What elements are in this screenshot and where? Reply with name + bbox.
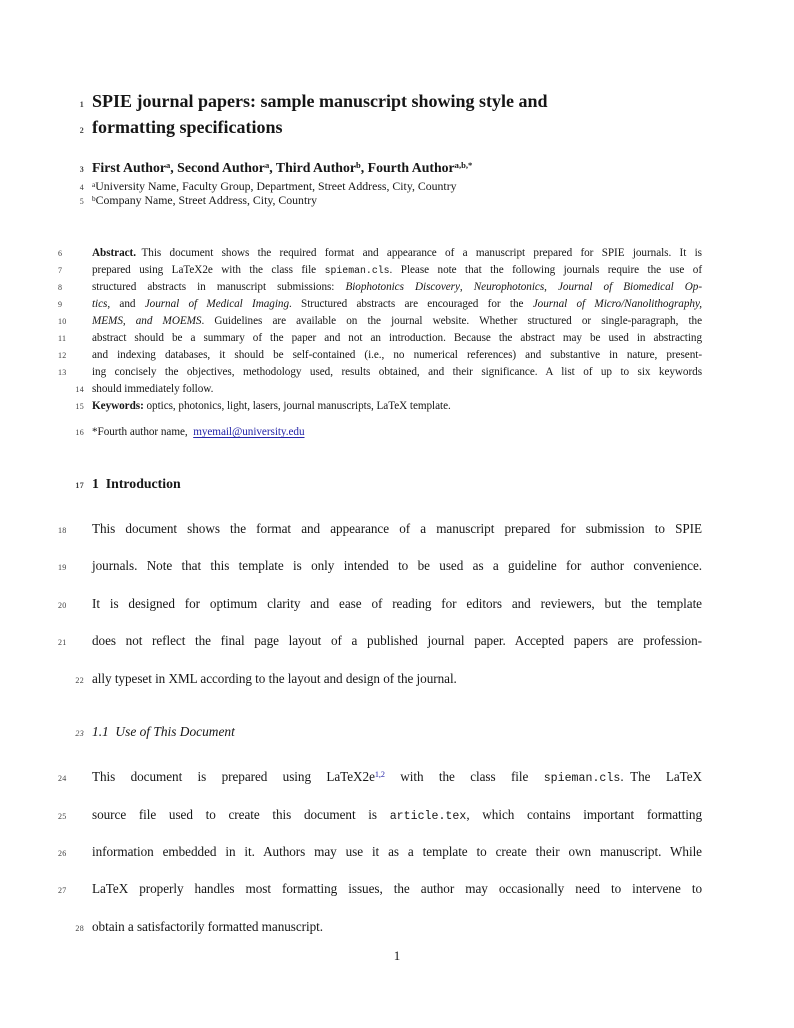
line-number: 22 bbox=[75, 676, 84, 685]
line-number: 14 bbox=[75, 385, 84, 394]
body-line: 26 information embedded in it. Authors may use it as a template to create their own manuscript. While bbox=[58, 844, 702, 859]
line-number: 15 bbox=[75, 402, 84, 411]
line-number: 6 bbox=[58, 249, 63, 258]
line-number: 16 bbox=[75, 428, 84, 437]
line-number: 2 bbox=[79, 126, 84, 135]
line-number: 27 bbox=[58, 886, 67, 895]
line-number: 4 bbox=[79, 183, 84, 192]
line-number: 8 bbox=[58, 283, 63, 292]
body-line: 27 LaTeX properly handles most formatting issues, the author may occasionally need to intervene to bbox=[58, 881, 702, 896]
abstract-line: 14 should immediately follow. bbox=[58, 383, 702, 396]
email-link[interactable]: myemail@university.edu bbox=[193, 426, 305, 438]
line-number: 1 bbox=[79, 100, 84, 109]
body-line: 28 obtain a satisfactorily formatted manuscript. bbox=[58, 919, 702, 934]
abstract-line: 7 prepared using LaTeX2e with the class file spieman.cls. Please note that the following journals require the use of bbox=[58, 264, 702, 276]
affiliation-line: 5 $^b$Company Name, Street Address, City, Country bbox=[58, 194, 702, 208]
body-line: 24 This document is prepared using LaTeX2e$^{1,2}$ with the class file spieman.cls. The LaTeX bbox=[58, 769, 702, 785]
line-number: 26 bbox=[58, 849, 67, 858]
line-number: 25 bbox=[58, 812, 67, 821]
citation-superscript[interactable]: 1,2 bbox=[374, 770, 385, 780]
line-number: 11 bbox=[58, 334, 67, 343]
line-number: 12 bbox=[58, 351, 67, 360]
abstract-line: 8 structured abstracts in manuscript submissions: Biophotonics Discovery, Neurophotonics, Journal of Biomedical Op- bbox=[58, 281, 703, 293]
line-number: 24 bbox=[58, 774, 67, 783]
line-number: 10 bbox=[58, 317, 67, 326]
authors-line: 3 First Author$^a$, Second Author$^a$, Third Author$^b$, Fourth Author$^{a,b,*}$ bbox=[58, 160, 702, 176]
abstract-line: 12 and indexing databases, it should be self-contained (i.e., no numerical references) and substantive in nature, present- bbox=[58, 349, 702, 361]
line-number: 13 bbox=[58, 368, 67, 377]
abstract-line: 11 abstract should be a summary of the paper and not an introduction. Because the abstract may be used in abstracting bbox=[58, 332, 702, 344]
line-number: 7 bbox=[58, 266, 63, 275]
body-line: 22 ally typeset in XML according to the layout and design of the journal. bbox=[58, 671, 702, 686]
body-line: 21 does not reflect the final page layout of a published journal paper. Accepted papers are profession- bbox=[58, 633, 702, 648]
line-number: 19 bbox=[58, 563, 67, 572]
abstract-line: 10 MEMS, and MOEMS. Guidelines are available on the journal website. Whether structured or single-paragraph, the bbox=[58, 315, 702, 327]
section-heading: 17 1 Introduction bbox=[58, 476, 702, 492]
abstract-line: 9 tics, and Journal of Medical Imaging. Structured abstracts are encouraged for the Journal of Micro/Nanolithography, bbox=[58, 298, 702, 310]
line-number: 3 bbox=[79, 165, 84, 174]
line-number: 9 bbox=[58, 300, 63, 309]
line-number: 18 bbox=[58, 526, 67, 535]
line-number: 5 bbox=[79, 197, 84, 206]
body-line: 20 It is designed for optimum clarity and ease of reading for editors and reviewers, but the template bbox=[58, 596, 702, 611]
subsection-heading: 23 1.1 Use of This Document bbox=[58, 724, 702, 740]
affiliation-line: 4 $^a$University Name, Faculty Group, Department, Street Address, City, Country bbox=[58, 180, 702, 194]
line-number: 28 bbox=[75, 924, 84, 933]
body-line: 18 This document shows the format and appearance of a manuscript prepared for submission to SPIE bbox=[58, 521, 702, 536]
body-line: 25 source file used to create this document is article.tex, which contains important formatting bbox=[58, 807, 702, 823]
title-line: 1 SPIE journal papers: sample manuscript showing style and bbox=[58, 91, 702, 112]
title-line: 2 formatting specifications bbox=[58, 117, 702, 138]
abstract-line: 13 ing concisely the objectives, methodology used, results obtained, and their significance. A list of up to six keywords bbox=[58, 366, 702, 378]
page-number: 1 bbox=[393, 948, 401, 963]
keywords-line: 15 Keywords: optics, photonics, light, lasers, journal manuscripts, LaTeX template. bbox=[58, 400, 702, 413]
line-number: 20 bbox=[58, 601, 67, 610]
author-note-line: 16 *Fourth author name, myemail@university.edu bbox=[58, 426, 702, 439]
line-number: 23 bbox=[75, 729, 84, 738]
line-number: 21 bbox=[58, 638, 67, 647]
abstract-line: 6 Abstract. This document shows the required format and appearance of a manuscript prepared for SPIE journals. It is bbox=[58, 247, 702, 259]
body-line: 19 journals. Note that this template is only intended to be used as a guideline for author convenience. bbox=[58, 558, 702, 573]
line-number: 17 bbox=[75, 481, 84, 490]
